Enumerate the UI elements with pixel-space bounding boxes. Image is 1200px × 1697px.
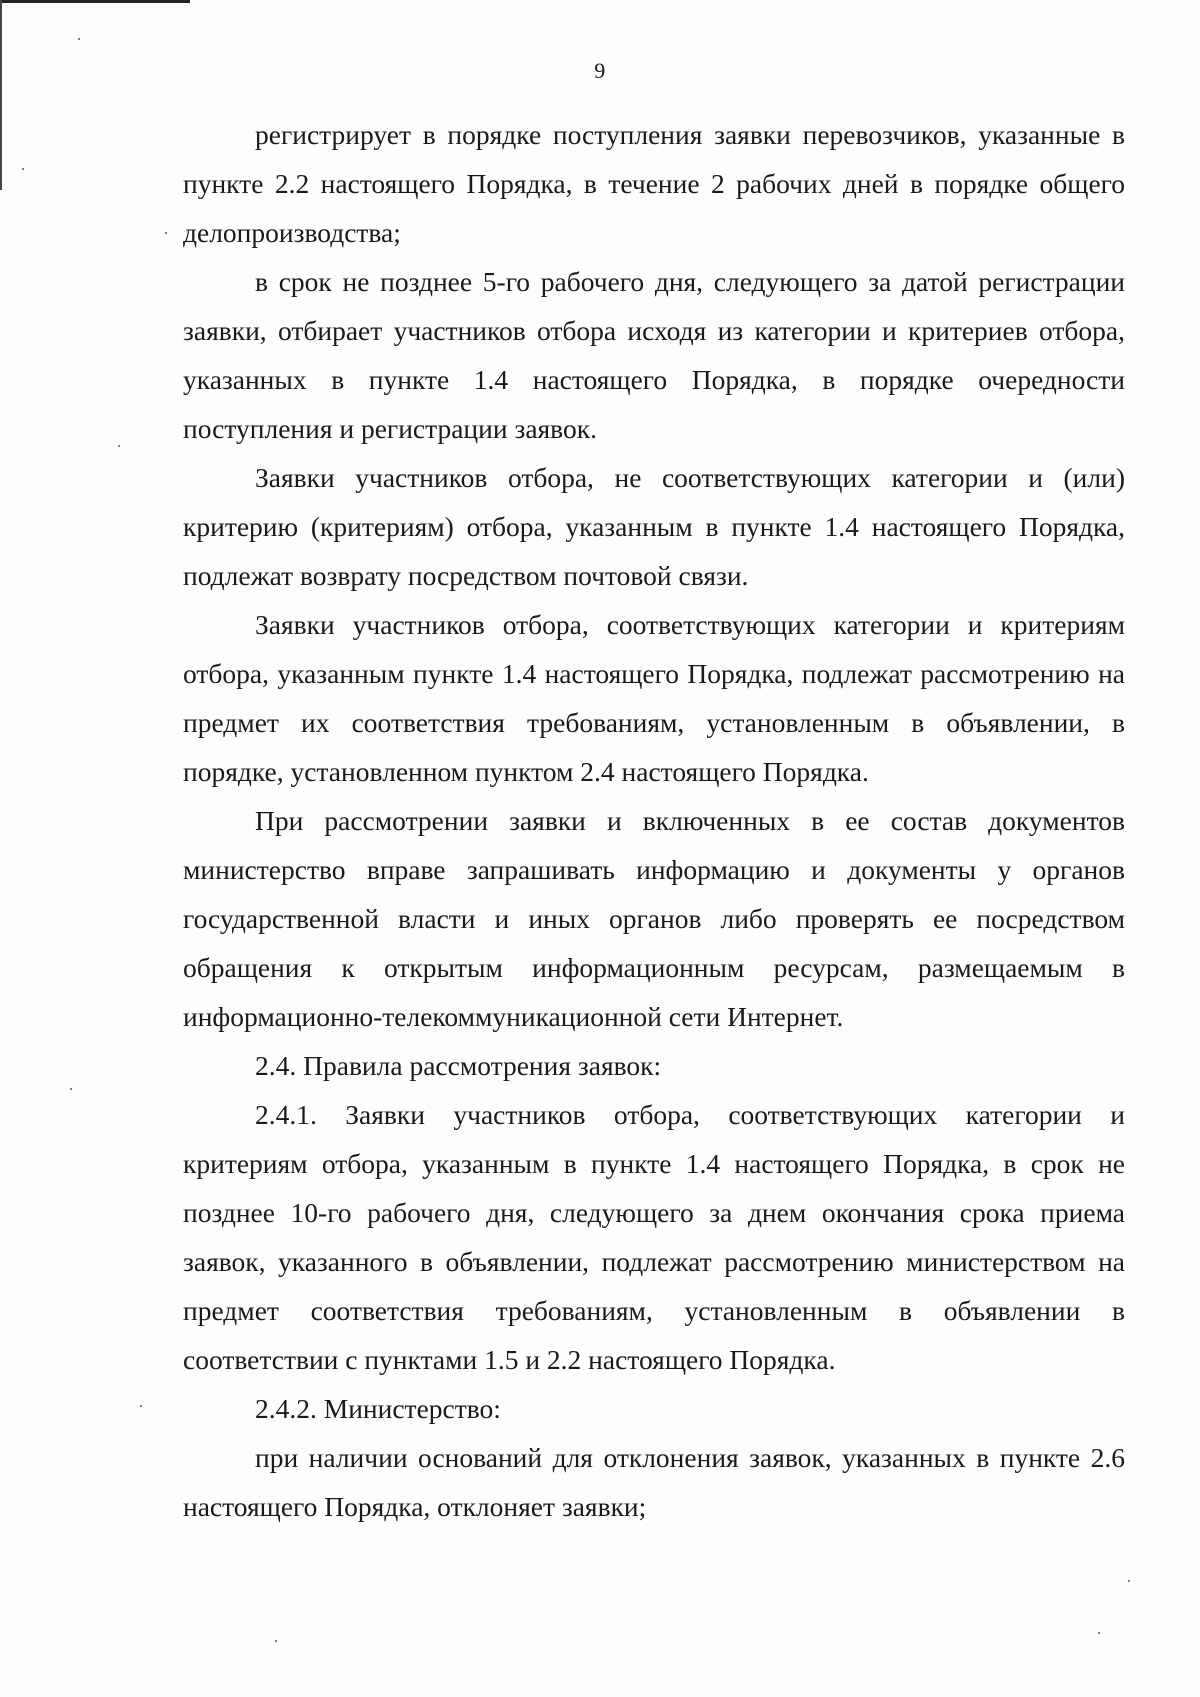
paragraph: в срок не позднее 5-го рабочего дня, следующего за датой регистрации заявки, отбирает участников отбора исходя из категории и критериев отбора, указанных в пункте 1.4 настоящего Порядка, в порядке очередности поступления и регистрации заявок. [183, 266, 1125, 444]
scan-speck [140, 1405, 142, 1407]
scan-speck [1098, 1632, 1100, 1634]
scan-speck [70, 1088, 72, 1090]
page-number: 9 [594, 58, 606, 83]
paragraph: Заявки участников отбора, не соответствующих категории и (или) критерию (критериям) отбора, указанным в пункте 1.4 настоящего Порядка, подлежат возврату посредством почтовой связи. [183, 462, 1125, 591]
scan-edge-mark [0, 0, 190, 3]
scan-speck [165, 232, 167, 234]
scan-speck [22, 168, 24, 170]
paragraph: Заявки участников отбора, соответствующих категории и критериям отбора, указанным пункте 1.4 настоящего Порядка, подлежат рассмотрению на предмет их соответствия требованиям, установленным в объявлении, в порядке, установленном пунктом 2.4 настоящего Порядка. [183, 609, 1125, 787]
paragraph: 2.4.1. Заявки участников отбора, соответствующих категории и критериям отбора, указанным в пункте 1.4 настоящего Порядка, в срок не позднее 10-го рабочего дня, следующего за днем окончания срока приема заявок, указанного в объявлении, подлежат рассмотрению министерством на предмет соответствия требованиям, установленным в объявлении в соответствии с пунктами 1.5 и 2.2 настоящего Порядка. [183, 1099, 1125, 1375]
paragraph: регистрирует в порядке поступления заявки перевозчиков, указанные в пункте 2.2 настоящего Порядка, в течение 2 рабочих дней в порядке общего делопроизводства; [183, 119, 1125, 248]
paragraph: при наличии оснований для отклонения заявок, указанных в пункте 2.6 настоящего Порядка, отклоняет заявки; [183, 1442, 1125, 1522]
scan-speck [1128, 1580, 1130, 1582]
scan-speck [78, 38, 80, 40]
scan-edge-mark [0, 0, 2, 190]
scan-speck [118, 445, 120, 447]
paragraph: При рассмотрении заявки и включенных в ее состав документов министерство вправе запрашивать информацию и документы у органов государственной власти и иных органов либо проверять ее посредством обращения к открытым информационным ресурсам, размещаемым в информационно-телекоммуникационной сети Интернет. [183, 805, 1125, 1032]
scan-speck [275, 1640, 277, 1642]
section-heading: 2.4. Правила рассмотрения заявок: [255, 1050, 662, 1081]
document-body [183, 110, 1125, 1531]
paragraph: 2.4.2. Министерство: [255, 1393, 501, 1424]
